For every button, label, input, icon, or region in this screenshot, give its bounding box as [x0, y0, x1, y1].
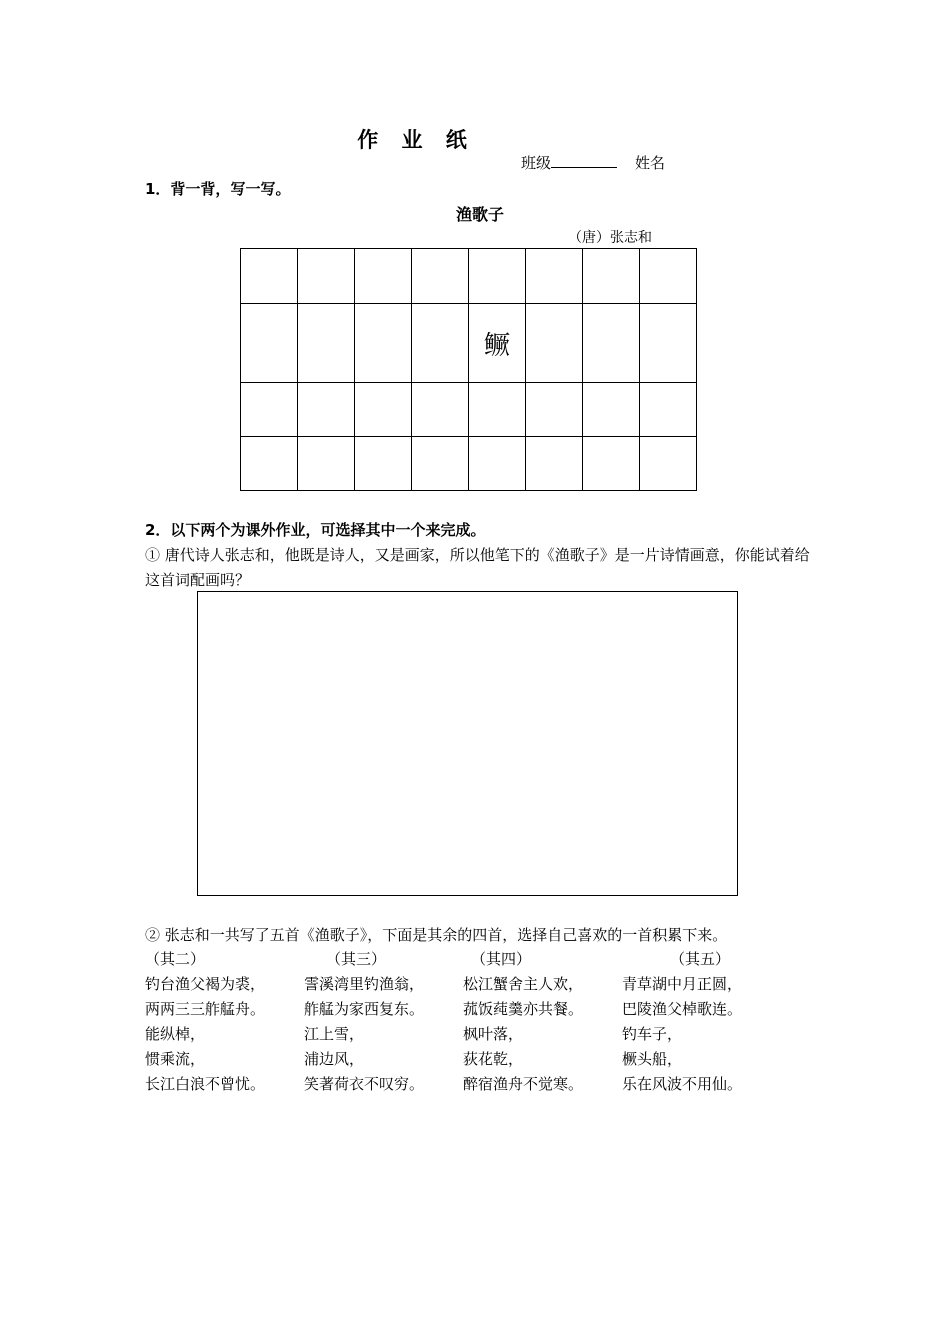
class-name-line — [521, 152, 665, 173]
option-1-text: ① 唐代诗人张志和，他既是诗人，又是画家，所以他笔下的《渔歌子》是一片诗情画意，你能试着给这首词配画吗？ — [145, 546, 810, 589]
poem-line: 钓车子， — [622, 1025, 683, 1043]
poem-line: 笑著荷衣不叹穷。 — [304, 1075, 425, 1093]
poem-line: 醉宿渔舟不觉寒。 — [463, 1075, 584, 1093]
grid-cell[interactable] — [355, 437, 412, 491]
poem-heading: （其二） — [145, 950, 206, 968]
grid-cell[interactable] — [583, 304, 640, 383]
grid-cell[interactable] — [469, 383, 526, 437]
poem-line: 青草湖中月正圆， — [622, 975, 743, 993]
drawing-box[interactable] — [197, 591, 738, 896]
poem-column — [463, 947, 583, 1097]
grid-cell[interactable] — [355, 249, 412, 304]
poem-line: 枫叶落， — [463, 1025, 524, 1043]
poem-line: 钓台渔父褐为裘， — [145, 975, 266, 993]
poem-line: 舴艋为家西复东。 — [304, 1000, 425, 1018]
grid-cell[interactable] — [583, 437, 640, 491]
name-label: 姓名 — [635, 154, 666, 172]
poem-line: 乐在风波不用仙。 — [622, 1075, 743, 1093]
grid-cell[interactable] — [526, 304, 583, 383]
poem-column — [304, 947, 424, 1097]
poem-line: 浦边风， — [304, 1050, 365, 1068]
grid-char: 鳜 — [483, 330, 510, 361]
class-blank[interactable] — [551, 153, 617, 168]
poem-column — [145, 947, 265, 1097]
grid-cell[interactable] — [412, 437, 469, 491]
grid-cell[interactable] — [412, 383, 469, 437]
poem-heading: （其四） — [471, 950, 532, 968]
grid-cell[interactable] — [241, 437, 298, 491]
poem-line: 能纵棹， — [145, 1025, 206, 1043]
poem-column — [622, 947, 742, 1097]
question-2: 2．以下两个为课外作业，可选择其中一个来完成。 — [145, 521, 486, 539]
poem-line: 江上雪， — [304, 1025, 365, 1043]
poem-line: 松江蟹舍主人欢， — [463, 975, 584, 993]
grid-cell-char[interactable] — [469, 304, 526, 383]
class-label: 班级 — [521, 154, 552, 172]
page-title: 作 业 纸 — [357, 128, 475, 152]
poem-heading: （其三） — [326, 950, 387, 968]
grid-cell[interactable] — [412, 304, 469, 383]
grid-cell[interactable] — [298, 249, 355, 304]
poem-line: 两两三三舴艋舟。 — [145, 1000, 266, 1018]
grid-cell[interactable] — [526, 383, 583, 437]
poem-line: 荻花乾， — [463, 1050, 524, 1068]
grid-cell[interactable] — [298, 383, 355, 437]
grid-cell[interactable] — [640, 437, 697, 491]
poem-line: 菰饭莼羹亦共餐。 — [463, 1000, 584, 1018]
poem-line: 橛头船， — [622, 1050, 683, 1068]
poem-line: 霅溪湾里钓渔翁， — [304, 975, 425, 993]
grid-cell[interactable] — [640, 304, 697, 383]
grid-cell[interactable] — [241, 304, 298, 383]
grid-cell[interactable] — [241, 383, 298, 437]
grid-cell[interactable] — [241, 249, 298, 304]
poem-line: 长江白浪不曾忧。 — [145, 1075, 266, 1093]
grid-cell[interactable] — [583, 383, 640, 437]
grid-cell[interactable] — [355, 383, 412, 437]
grid-cell[interactable] — [298, 304, 355, 383]
grid-cell[interactable] — [526, 249, 583, 304]
grid-cell[interactable] — [298, 437, 355, 491]
question-1: 1．背一背，写一写。 — [145, 180, 291, 198]
grid-cell[interactable] — [355, 304, 412, 383]
poem-line: 巴陵渔父棹歌连。 — [622, 1000, 743, 1018]
poem-title: 渔歌子 — [456, 205, 505, 224]
writing-grid — [240, 248, 697, 491]
option-2-text: ② 张志和一共写了五首《渔歌子》，下面是其余的四首，选择自己喜欢的一首积累下来。 — [145, 926, 728, 944]
grid-cell[interactable] — [469, 437, 526, 491]
grid-cell[interactable] — [469, 249, 526, 304]
grid-cell[interactable] — [526, 437, 583, 491]
poem-author: （唐）张志和 — [568, 230, 652, 246]
poem-heading: （其五） — [670, 950, 731, 968]
grid-cell[interactable] — [412, 249, 469, 304]
grid-cell[interactable] — [640, 383, 697, 437]
grid-cell[interactable] — [640, 249, 697, 304]
poem-line: 惯乘流， — [145, 1050, 206, 1068]
grid-cell[interactable] — [583, 249, 640, 304]
